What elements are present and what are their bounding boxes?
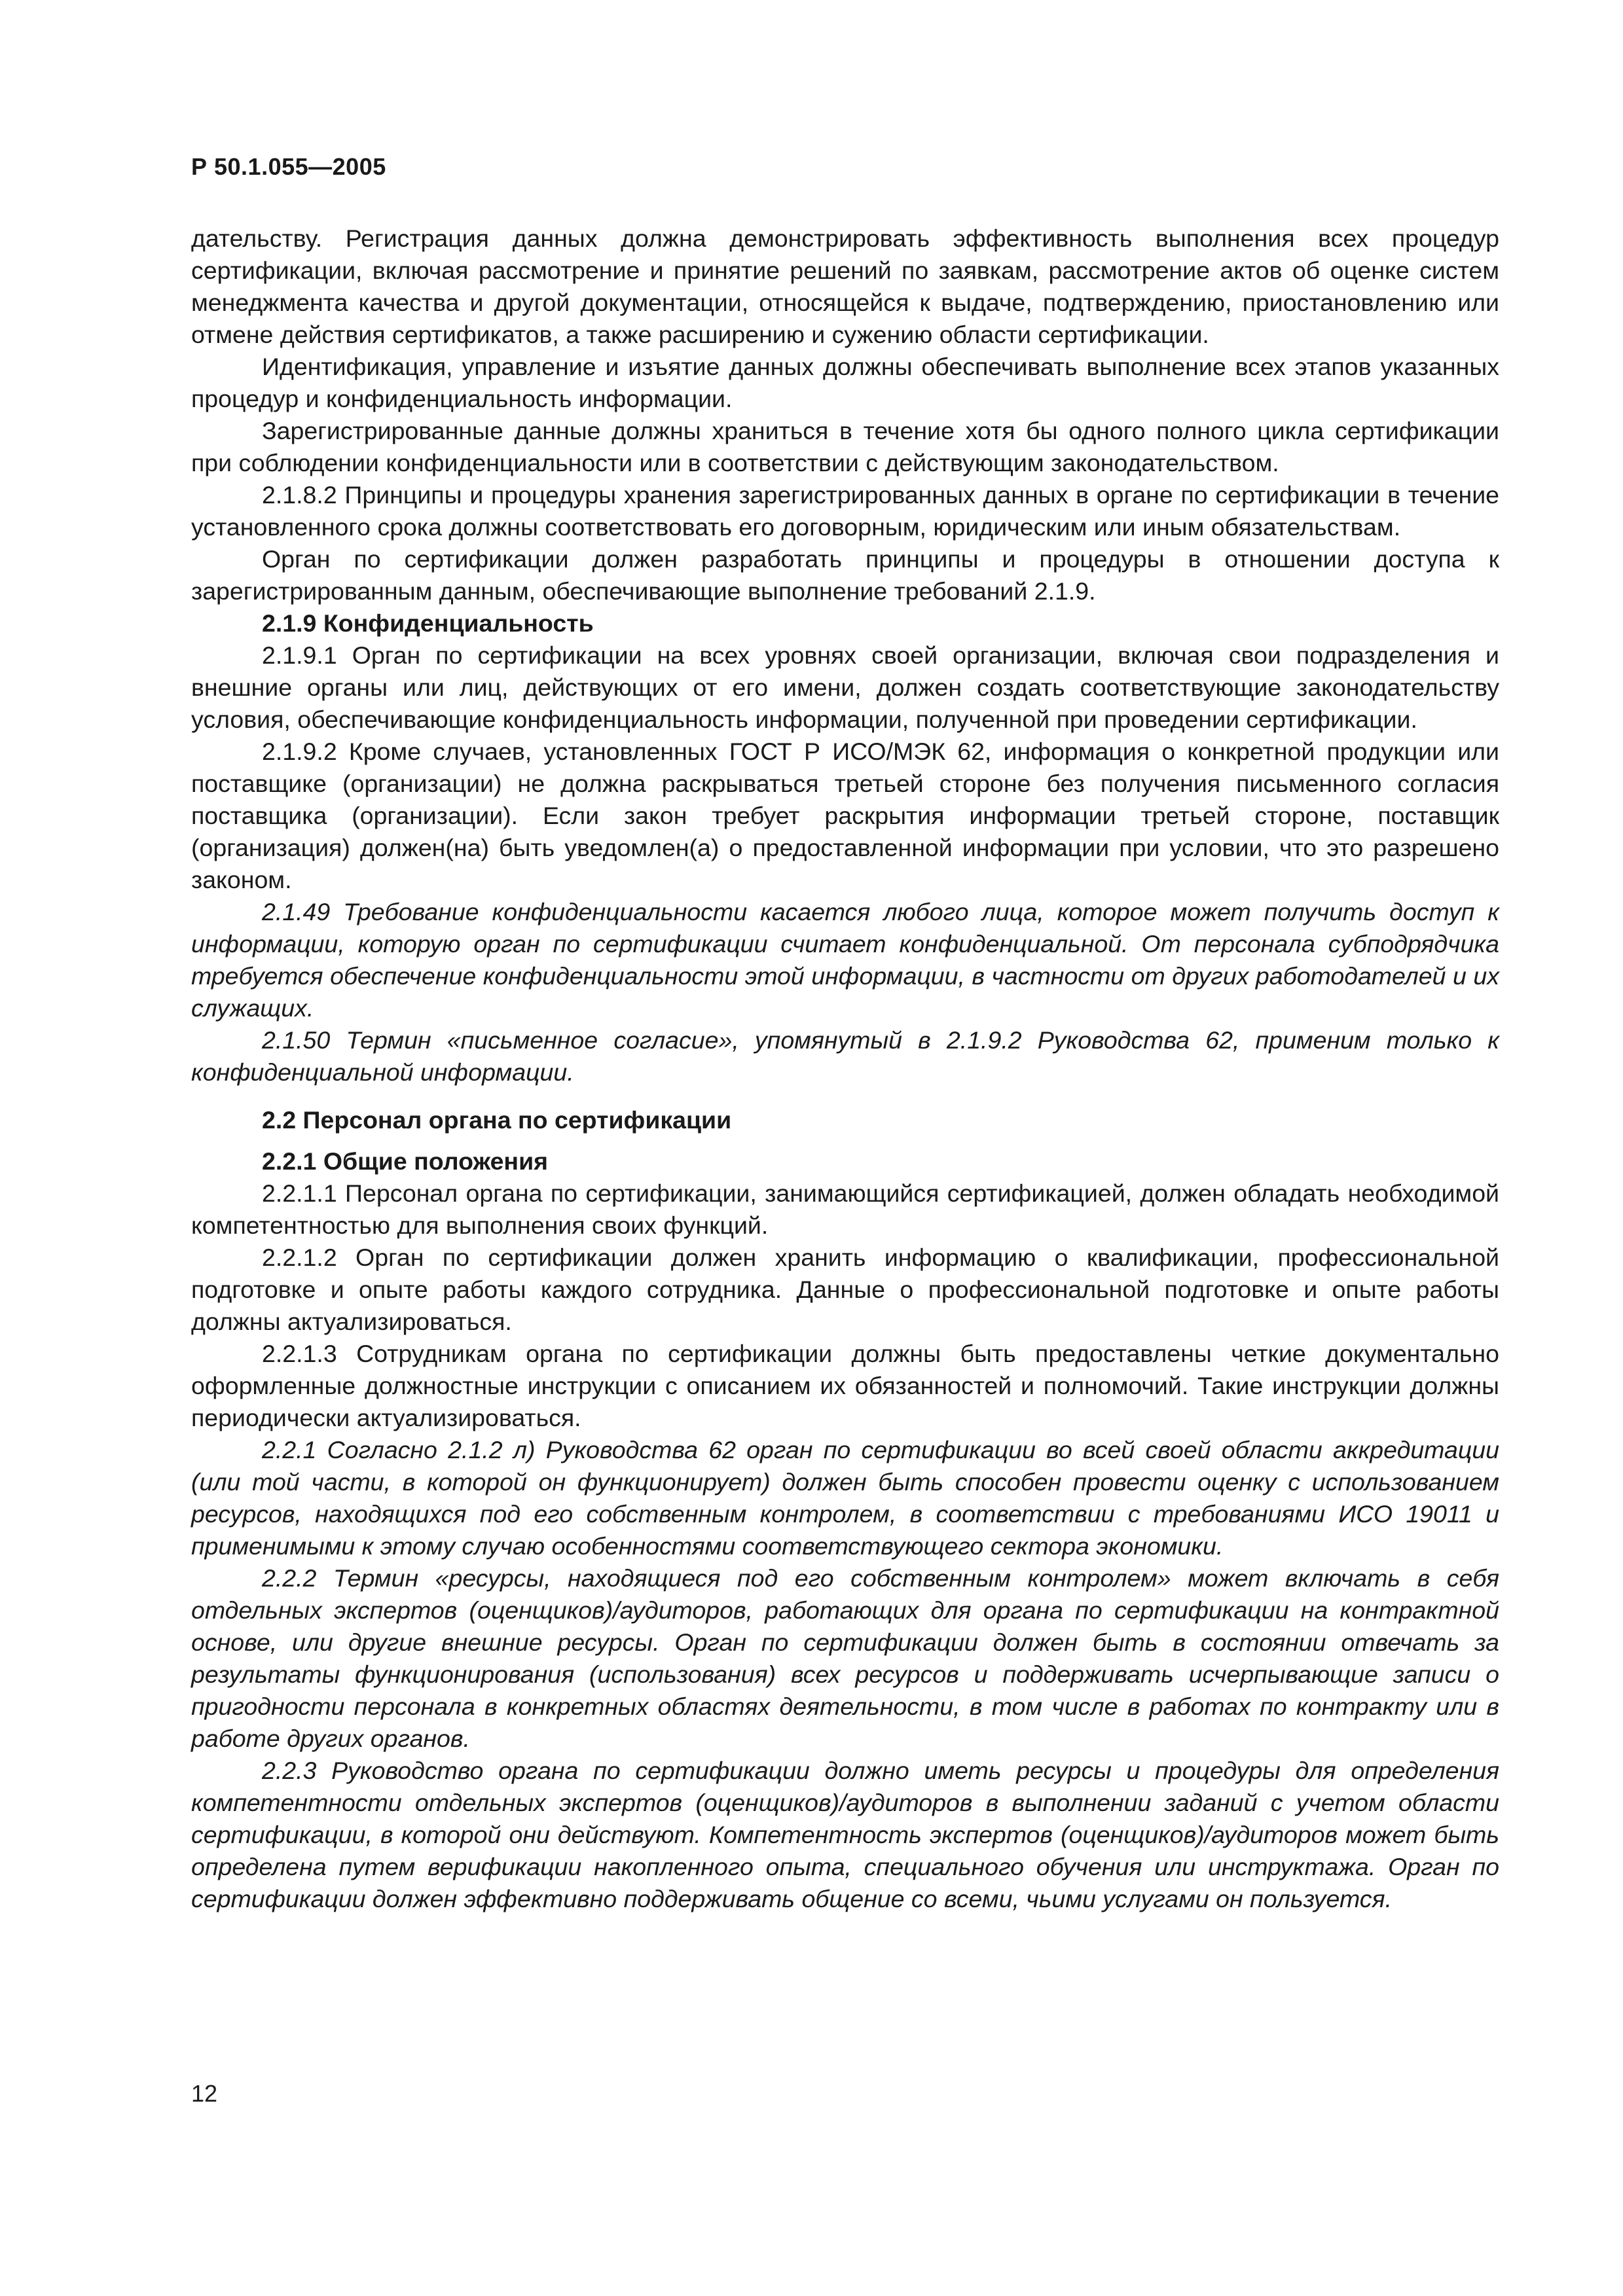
clause-2-2-1-3: 2.2.1.3 Сотрудникам органа по сертификации должны быть предоставлены четкие документально оформленные должностные инструкции с описанием их обязанностей и полномочий. Такие инструкции должны периодически актуализироваться.	[191, 1340, 1499, 1431]
paragraph-storage: Зарегистрированные данные должны храниться в течение хотя бы одного полного цикла сертификации при соблюдении конфиденциальности или в соответствии с действующим законодательством.	[191, 417, 1499, 476]
clause-2-2-1-2: 2.2.1.2 Орган по сертификации должен хранить информацию о квалификации, профессиональной подготовке и опыте работы каждого сотрудника. Данные о профессиональной подготовке и опыте работы должны актуализироваться.	[191, 1244, 1499, 1335]
document-body	[191, 223, 1499, 1915]
note-2-2-3: 2.2.3 Руководство органа по сертификации должно иметь ресурсы и процедуры для определения компетентности отдельных экспертов (оценщиков)/аудиторов в выполнении заданий с учетом области сертификации, в которой они действуют. Компетентность экспертов (оценщиков)/аудиторов может быть определена путем верификации накопленного опыта, специального обучения или инструктажа. Орган по сертификации должен эффективно поддерживать общение со всеми, чьими услугами он пользуется.	[191, 1757, 1499, 1912]
clause-2-1-8-2: 2.1.8.2 Принципы и процедуры хранения зарегистрированных данных в органе по сертификации в течение установленного срока должны соответствовать его договорным, юридическим или иным обязательствам.	[191, 481, 1499, 541]
clause-2-2-1-1: 2.2.1.1 Персонал органа по сертификации, занимающийся сертификацией, должен обладать необходимой компетентностью для выполнения своих функций.	[191, 1179, 1499, 1239]
heading-2-2: 2.2 Персонал органа по сертификации	[262, 1106, 732, 1134]
note-2-2-1: 2.2.1 Согласно 2.1.2 л) Руководства 62 орган по сертификации во всей своей области аккредитации (или той части, в которой он функционирует) должен быть способен провести оценку с использованием ресурсов, находящихся под его собственным контролем, в соответствии с требованиями ИСО 19011 и применимыми к этому случаю особенностями соответствующего сектора экономики.	[191, 1436, 1499, 1560]
note-2-1-50: 2.1.50 Термин «письменное согласие», упомянутый в 2.1.9.2 Руководства 62, применим только к конфиденциальной информации.	[191, 1026, 1499, 1086]
paragraph-access-procedures: Орган по сертификации должен разработать принципы и процедуры в отношении доступа к зарегистрированным данным, обеспечивающие выполнение требований 2.1.9.	[191, 545, 1499, 605]
document-code-header: Р 50.1.055—2005	[191, 153, 386, 180]
paragraph-identification: Идентификация, управление и изъятие данных должны обеспечивать выполнение всех этапов указанных процедур и конфиденциальность информации.	[191, 353, 1499, 412]
page-number: 12	[191, 2080, 218, 2107]
clause-2-1-9-2: 2.1.9.2 Кроме случаев, установленных ГОСТ Р ИСО/МЭК 62, информация о конкретной продукции или поставщике (организации) не должна раскрываться третьей стороне без получения письменного согласия поставщика (организации). Если закон требует раскрытия информации третьей стороне, поставщик (организация) должен(на) быть уведомлен(а) о предоставленной информации при условии, что это разрешено законом.	[191, 738, 1499, 893]
note-2-1-49: 2.1.49 Требование конфиденциальности касается любого лица, которое может получить доступ к информации, которую орган по сертификации считает конфиденциальной. От персонала субподрядчика требуется обеспечение конфиденциальности этой информации, в частности от других работодателей и их служащих.	[191, 898, 1499, 1022]
clause-2-1-9-1: 2.1.9.1 Орган по сертификации на всех уровнях своей организации, включая свои подразделения и внешние органы или лиц, действующих от его имени, должен создать соответствующие законодательству условия, обеспечивающие конфиденциальность информации, полученной при проведении сертификации.	[191, 641, 1499, 733]
note-2-2-2: 2.2.2 Термин «ресурсы, находящиеся под его собственным контролем» может включать в себя отдельных экспертов (оценщиков)/аудиторов, работающих для органа по сертификации на контрактной основе, или другие внешние ресурсы. Орган по сертификации должен быть в состоянии отвечать за результаты функционирования (использования) всех ресурсов и поддерживать исчерпывающие записи о пригодности персонала в конкретных областях деятельности, в том числе в работах по контракту или в работе других органов.	[191, 1564, 1499, 1752]
heading-2-2-1: 2.2.1 Общие положения	[262, 1147, 549, 1175]
heading-2-1-9: 2.1.9 Конфиденциальность	[262, 609, 594, 637]
paragraph-continuation: дательству. Регистрация данных должна демонстрировать эффективность выполнения всех процедур сертификации, включая рассмотрение и принятие решений по заявкам, рассмотрение актов об оценке систем менеджмента качества и другой документации, относящейся к выдаче, подтверждению, приостановлению или отмене действия сертификатов, а также расширению и сужению области сертификации.	[191, 224, 1499, 348]
